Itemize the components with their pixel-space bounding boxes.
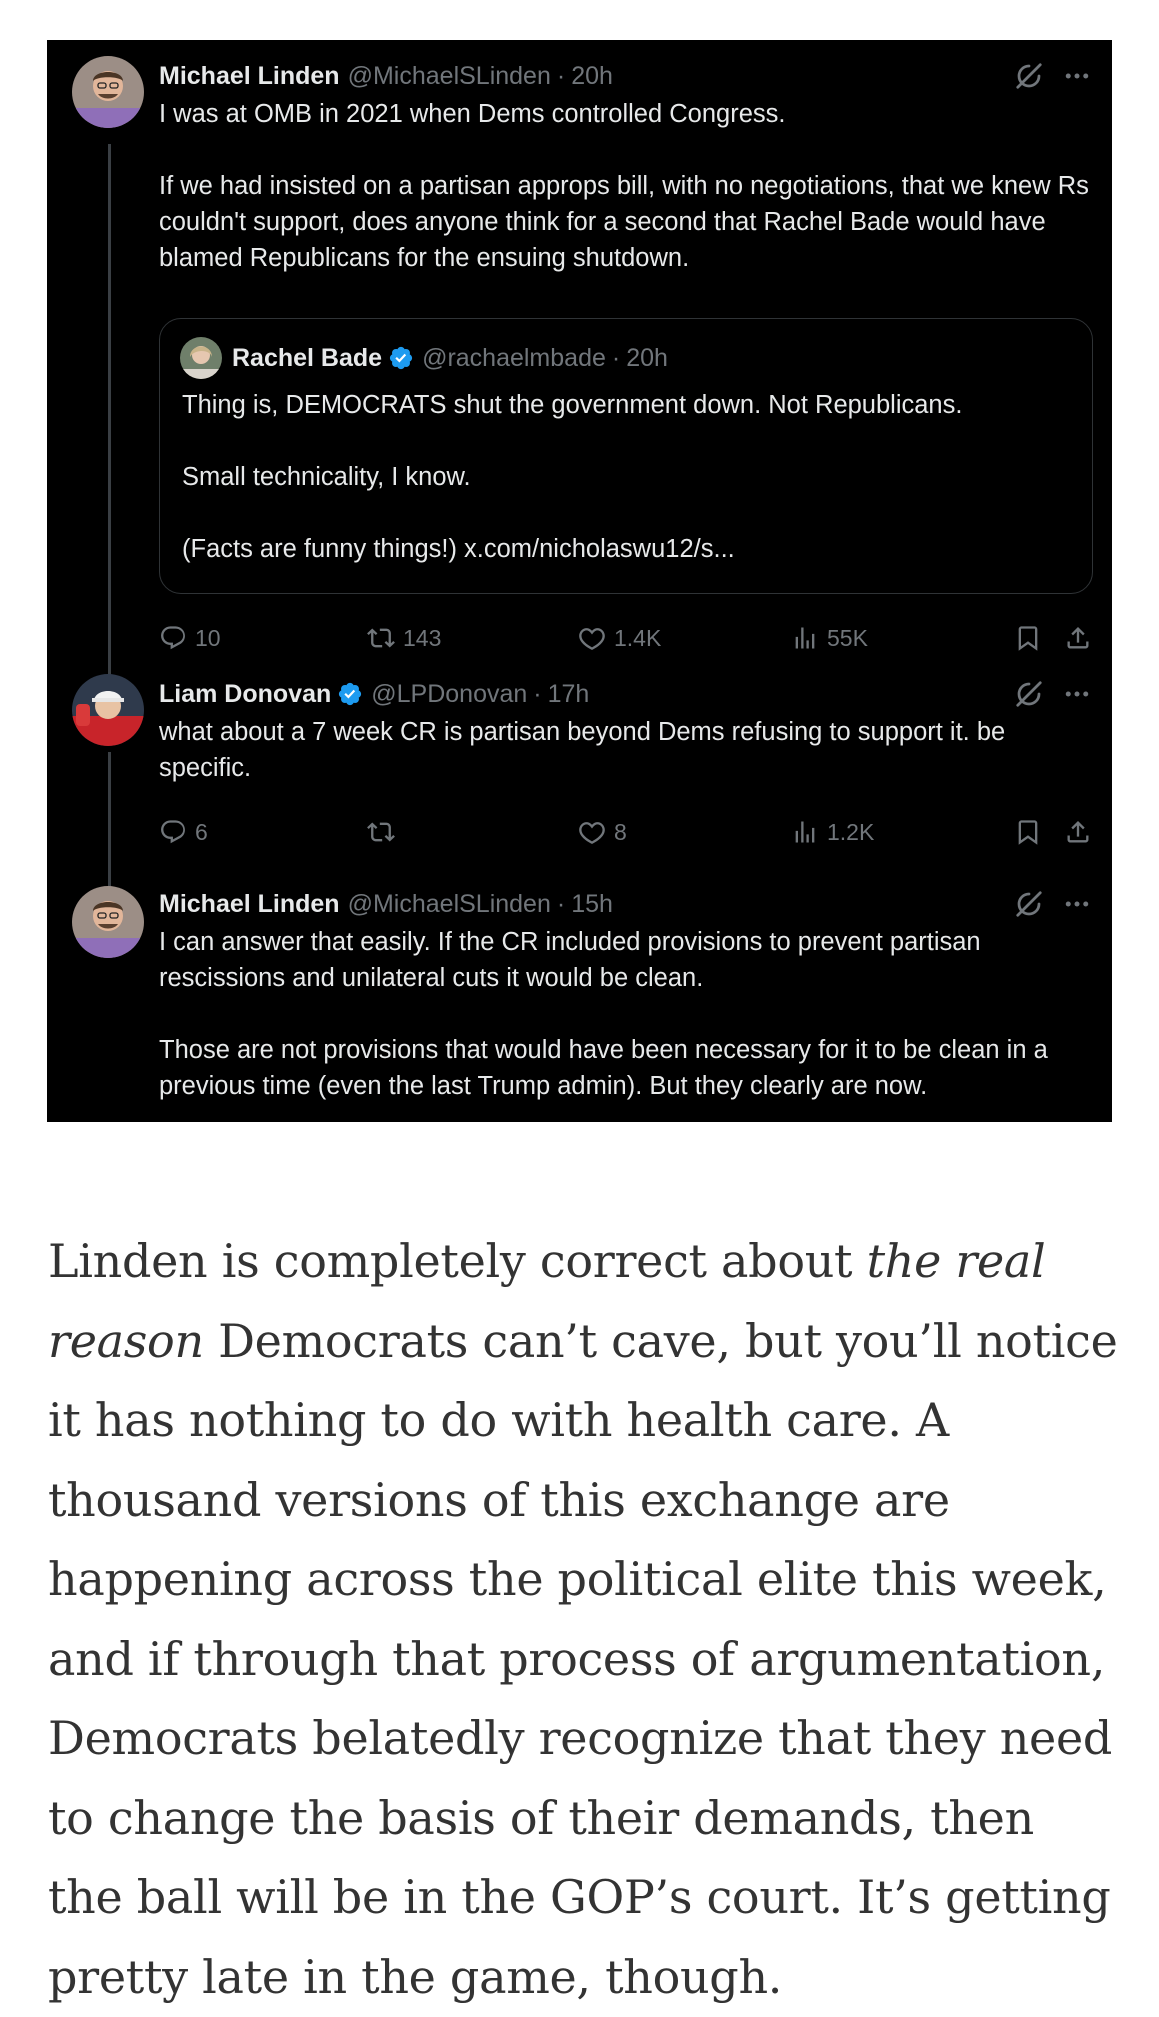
avatar-image bbox=[72, 674, 144, 746]
quoted-avatar-image bbox=[180, 337, 222, 379]
separator: · bbox=[556, 889, 566, 918]
repost-button[interactable] bbox=[367, 812, 403, 852]
reply-icon bbox=[159, 624, 187, 652]
like-count: 1.4K bbox=[614, 624, 662, 651]
author-handle[interactable]: @MichaelSLinden bbox=[347, 889, 551, 918]
author-name[interactable]: Michael Linden bbox=[159, 889, 340, 918]
grok-icon[interactable] bbox=[1014, 889, 1044, 919]
bookmark-icon[interactable] bbox=[1014, 624, 1042, 652]
more-icon[interactable] bbox=[1062, 679, 1092, 709]
article-emphasis: the real reason bbox=[48, 1234, 1046, 1368]
tweet-metrics bbox=[159, 812, 1092, 852]
timestamp[interactable]: 17h bbox=[547, 679, 590, 708]
author-handle[interactable]: @LPDonovan bbox=[371, 679, 528, 708]
repost-icon bbox=[367, 624, 395, 652]
quoted-author-name[interactable]: Rachel Bade bbox=[232, 343, 383, 372]
views-icon bbox=[791, 624, 819, 652]
like-icon bbox=[578, 624, 606, 652]
views-button[interactable] bbox=[791, 618, 868, 658]
article-text-end: Democrats can’t cave, but you’ll notice it has nothing to do with health care. A thousand versions of this exchange are happening across the political elite this week, and if through that process of argumentation, Democrats belatedly recognize that they need to change the basis of their demands, then the ball will be in the GOP’s court. It’s getting pretty late in the game, though. bbox=[48, 1313, 1118, 2004]
quoted-header bbox=[232, 337, 668, 379]
timestamp[interactable]: 15h bbox=[571, 889, 613, 918]
author-name[interactable]: Liam Donovan bbox=[159, 679, 332, 708]
quoted-avatar[interactable] bbox=[180, 337, 222, 379]
avatar-image bbox=[72, 56, 144, 128]
tweet-header bbox=[159, 56, 613, 96]
like-button[interactable] bbox=[578, 812, 627, 852]
tweet-text bbox=[159, 924, 1094, 1104]
share-icon[interactable] bbox=[1064, 624, 1092, 652]
separator: · bbox=[611, 343, 621, 372]
reply-icon bbox=[159, 818, 187, 846]
more-icon[interactable] bbox=[1062, 889, 1092, 919]
article-paragraph bbox=[48, 1222, 1118, 2017]
author-handle[interactable]: @MichaelSLinden bbox=[347, 61, 551, 90]
grok-icon[interactable] bbox=[1014, 679, 1044, 709]
reply-count: 6 bbox=[195, 818, 208, 845]
more-icon[interactable] bbox=[1062, 61, 1092, 91]
tweet-header bbox=[159, 884, 613, 924]
tweet-thread-embed bbox=[47, 40, 1112, 1122]
quoted-tweet[interactable] bbox=[159, 318, 1093, 594]
grok-icon[interactable] bbox=[1014, 61, 1044, 91]
tweet-paragraph: I was at OMB in 2021 when Dems controlled Congress. bbox=[159, 100, 786, 128]
tweet-paragraph: If we had insisted on a partisan approps bill, with no negotiations, that we knew Rs couldn't support, does anyone think for a second that Rachel Bade would have blamed Republicans for the ensuing shutdown. bbox=[159, 172, 1089, 272]
reply-count: 10 bbox=[195, 624, 221, 651]
reply-button[interactable] bbox=[159, 618, 221, 658]
author-name[interactable]: Michael Linden bbox=[159, 61, 340, 90]
tweet-paragraph: Those are not provisions that would have been necessary for it to be clean in a previous time (even the last Trump admin). But they clearly are now. bbox=[159, 1036, 1048, 1100]
share-icon[interactable] bbox=[1064, 818, 1092, 846]
tweet-top-actions bbox=[1014, 886, 1092, 922]
tweet-metrics bbox=[159, 618, 1092, 658]
repost-icon bbox=[367, 818, 395, 846]
quoted-paragraph: Small technicality, I know. bbox=[182, 463, 471, 491]
repost-count: 143 bbox=[403, 624, 442, 651]
tweet[interactable] bbox=[47, 674, 1112, 884]
tweet-text bbox=[159, 714, 1094, 786]
tweet-top-actions bbox=[1014, 676, 1092, 712]
tweet[interactable] bbox=[47, 884, 1112, 1114]
tweet-header bbox=[159, 674, 589, 714]
tweet-paragraph: what about a 7 week CR is partisan beyond Dems refusing to support it. be specific. bbox=[159, 718, 1006, 782]
separator: · bbox=[556, 61, 566, 90]
reply-button[interactable] bbox=[159, 812, 208, 852]
quoted-author-handle[interactable]: @rachaelmbade bbox=[422, 343, 606, 372]
verified-badge-icon bbox=[388, 345, 414, 371]
timestamp[interactable]: 20h bbox=[571, 61, 613, 90]
views-button[interactable] bbox=[791, 812, 874, 852]
views-count: 1.2K bbox=[827, 818, 875, 845]
tweet-text bbox=[159, 96, 1094, 276]
avatar[interactable] bbox=[72, 56, 144, 128]
like-count: 8 bbox=[614, 818, 627, 845]
tweet-top-actions bbox=[1014, 58, 1092, 94]
like-icon bbox=[578, 818, 606, 846]
article-text-start: Linden is completely correct about bbox=[48, 1234, 867, 1288]
quoted-timestamp[interactable]: 20h bbox=[626, 343, 668, 372]
like-button[interactable] bbox=[578, 618, 661, 658]
tweet-paragraph: I can answer that easily. If the CR included provisions to prevent partisan rescissions and unilateral cuts it would be clean. bbox=[159, 928, 981, 992]
repost-button[interactable] bbox=[367, 618, 441, 658]
verified-badge-icon bbox=[337, 681, 363, 707]
quoted-paragraph: Thing is, DEMOCRATS shut the government down. Not Republicans. bbox=[182, 391, 963, 419]
bookmark-icon[interactable] bbox=[1014, 818, 1042, 846]
views-count: 55K bbox=[827, 624, 868, 651]
avatar-image bbox=[72, 886, 144, 958]
quoted-text bbox=[182, 387, 1072, 567]
avatar[interactable] bbox=[72, 674, 144, 746]
quoted-paragraph[interactable]: (Facts are funny things!) x.com/nicholaswu12/s... bbox=[182, 535, 735, 563]
views-icon bbox=[791, 818, 819, 846]
tweet[interactable] bbox=[47, 56, 1112, 676]
separator: · bbox=[533, 679, 542, 708]
avatar[interactable] bbox=[72, 886, 144, 958]
